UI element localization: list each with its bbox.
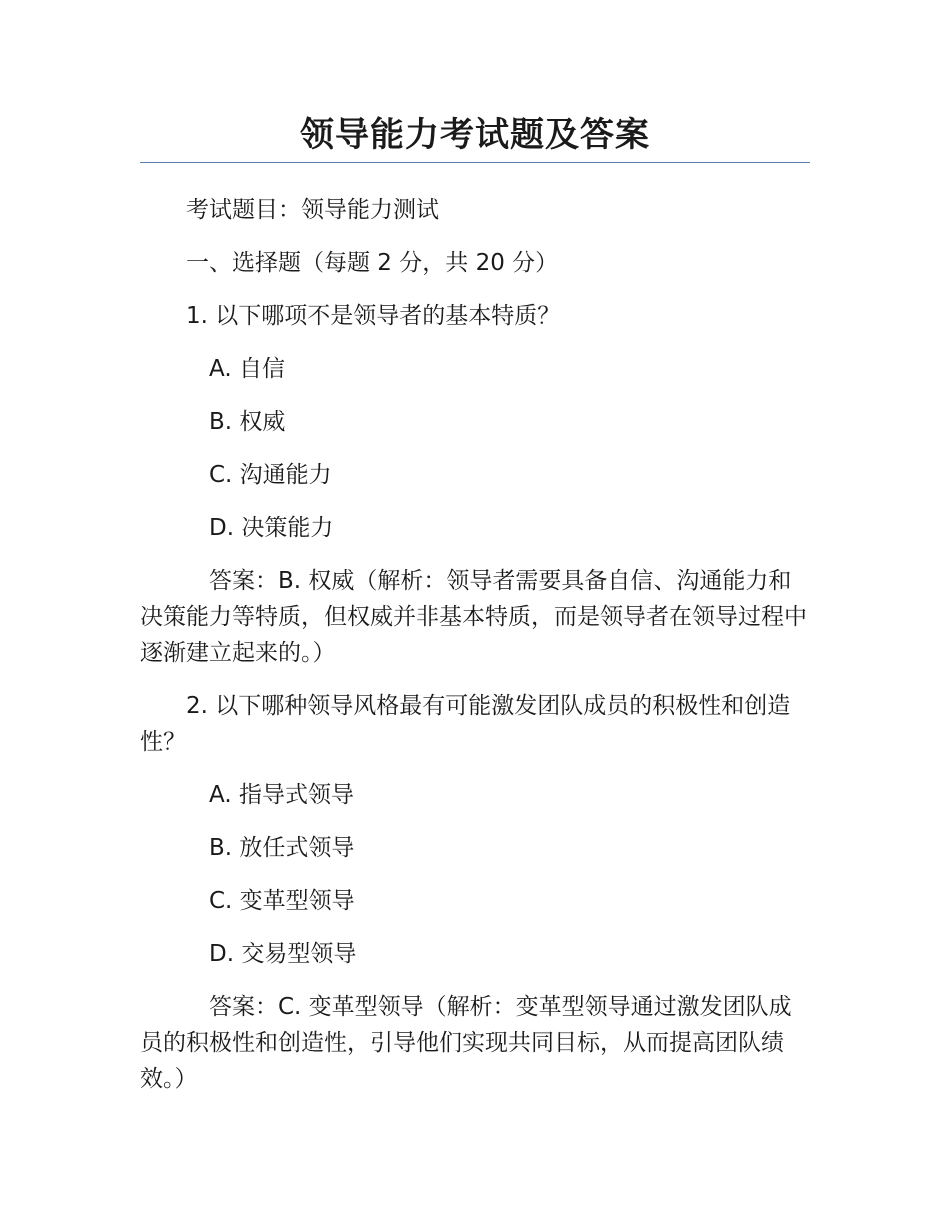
exam-subject: 考试题目：领导能力测试 xyxy=(186,197,439,223)
question-2-option-b: B. 放任式领导 xyxy=(209,835,355,861)
question-1-option-d: D. 决策能力 xyxy=(209,515,334,541)
section-heading: 一、选择题（每题 2 分，共 20 分） xyxy=(186,250,559,276)
title-underline xyxy=(140,162,810,163)
question-1-option-b: B. 权威 xyxy=(209,409,286,435)
question-1-stem: 1. 以下哪项不是领导者的基本特质？ xyxy=(186,303,561,329)
question-1-option-c: C. 沟通能力 xyxy=(209,462,332,488)
question-2-stem: 2. 以下哪种领导风格最有可能激发团队成员的积极性和创造性？ xyxy=(140,693,791,755)
question-1-option-a: A. 自信 xyxy=(209,356,285,382)
document-title: 领导能力考试题及答案 xyxy=(300,115,650,155)
question-2-answer: 答案：C. 变革型领导（解析：变革型领导通过激发团队成员的积极性和创造性，引导他们实现共同目标，从而提高团队绩效。） xyxy=(140,994,792,1092)
question-2-option-d: D. 交易型领导 xyxy=(209,941,357,967)
question-1-answer: 答案：B. 权威（解析：领导者需要具备自信、沟通能力和决策能力等特质，但权威并非基本特质，而是领导者在领导过程中逐渐建立起来的。） xyxy=(140,568,807,666)
document-body xyxy=(140,192,810,1114)
question-2-option-c: C. 变革型领导 xyxy=(209,888,355,914)
question-2-option-a: A. 指导式领导 xyxy=(209,782,354,808)
